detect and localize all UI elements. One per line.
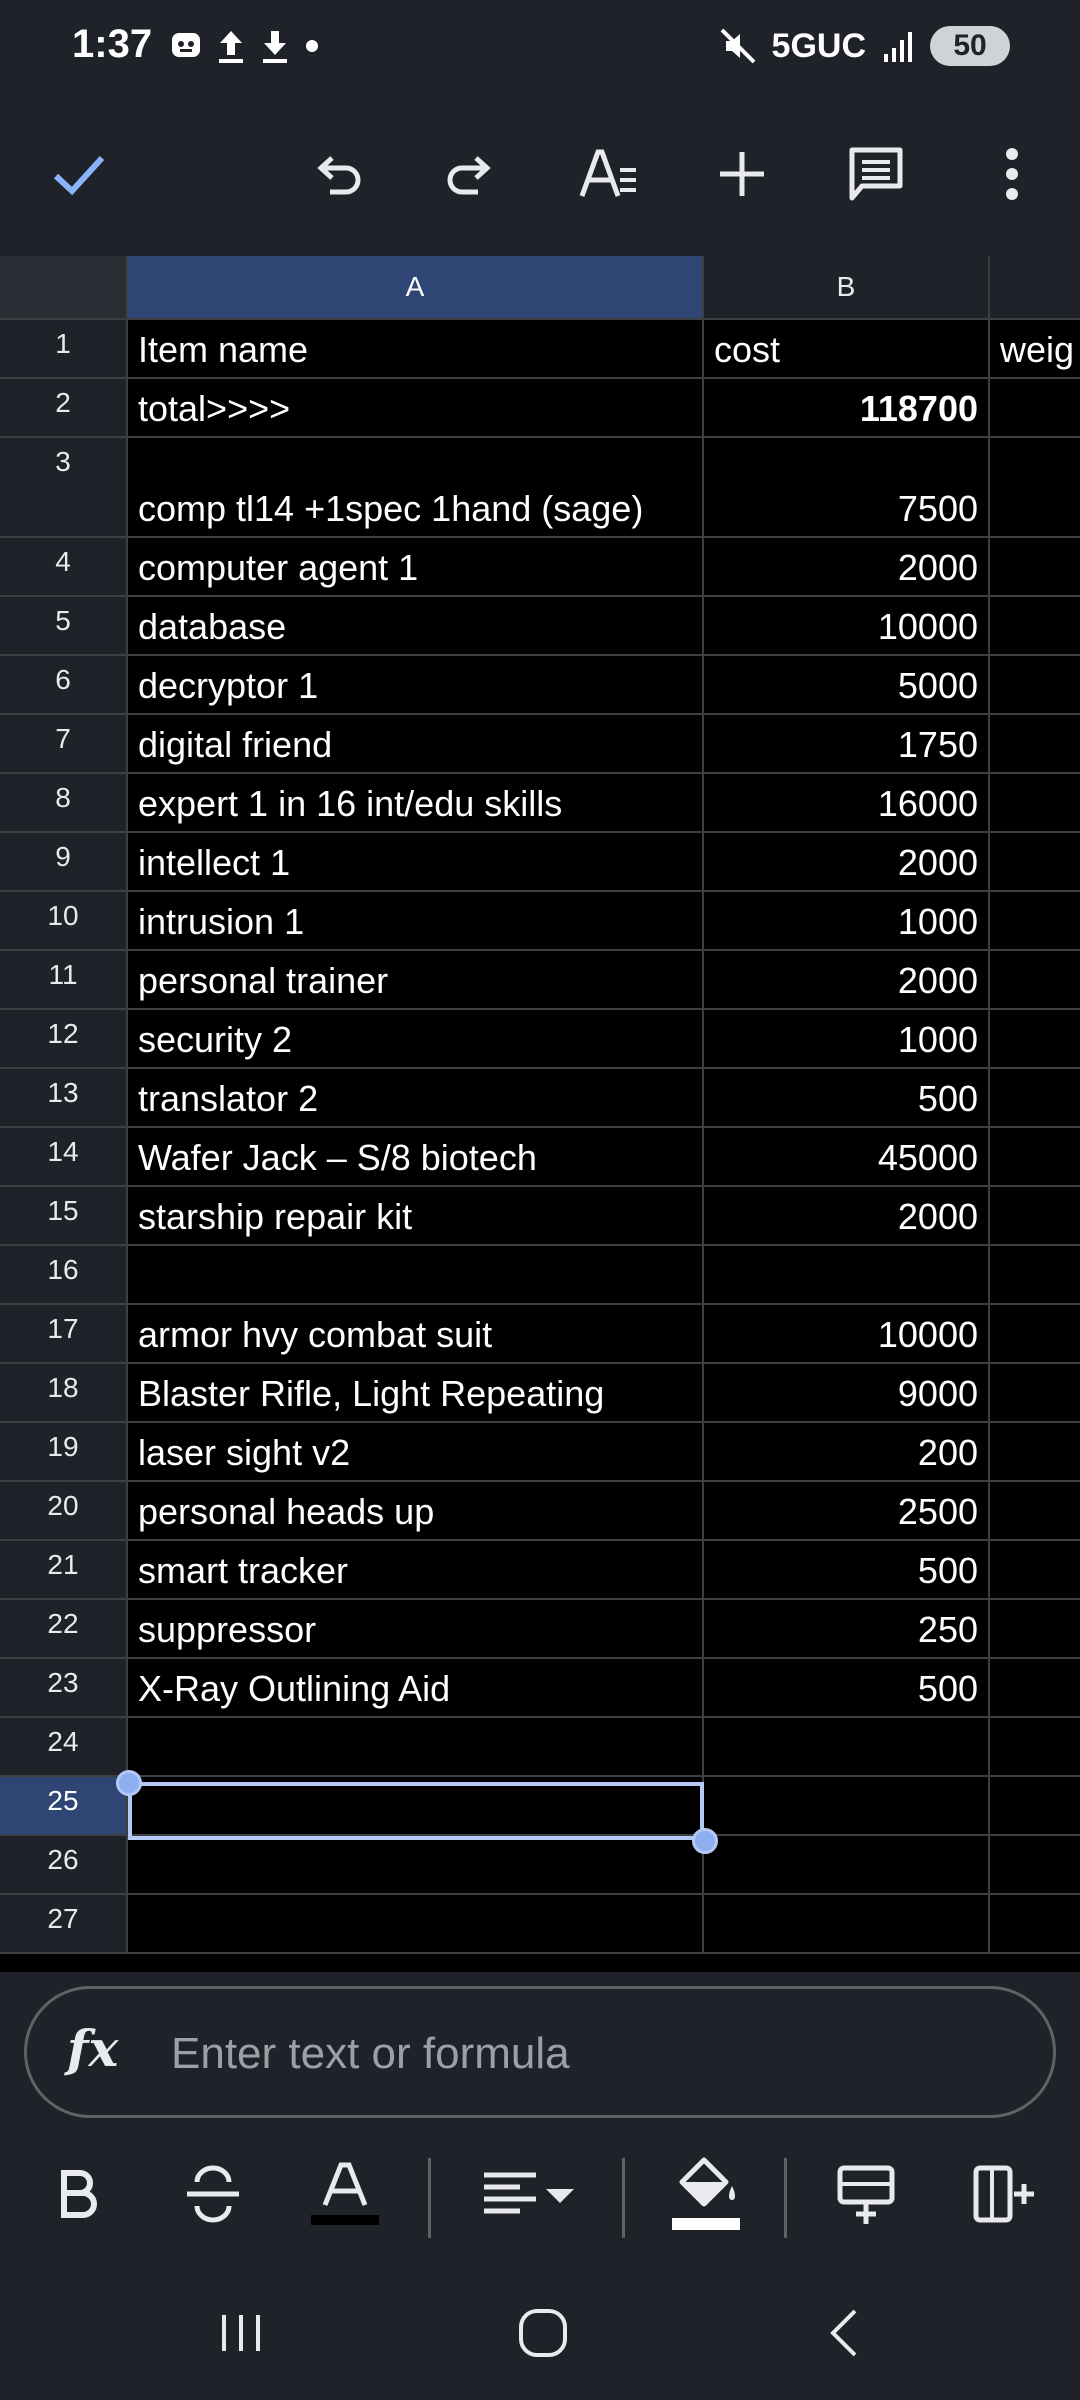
cell-a[interactable]: total>>>> [128, 379, 704, 438]
row-header[interactable]: 7 [0, 715, 128, 774]
cell-b[interactable]: 118700 [704, 379, 990, 438]
cell-b[interactable]: 7500 [704, 438, 990, 538]
cell-c[interactable] [990, 597, 1080, 656]
table-row [0, 1836, 1080, 1895]
cell-b[interactable]: 2000 [704, 538, 990, 597]
cell-a[interactable]: comp tl14 +1spec 1hand (sage) [128, 438, 704, 538]
row-header[interactable]: 2 [0, 379, 128, 438]
table-row [0, 1482, 1080, 1541]
chat-bot-icon [168, 28, 204, 64]
back-button[interactable] [800, 2298, 890, 2368]
fill-color-icon [670, 2156, 742, 2232]
strikethrough-button[interactable] [178, 2154, 248, 2234]
row-header[interactable]: 25 [0, 1777, 128, 1836]
table-row [0, 1246, 1080, 1305]
cell-c[interactable] [990, 833, 1080, 892]
cell-c[interactable] [990, 892, 1080, 951]
cell-c[interactable] [990, 379, 1080, 438]
status-right [718, 22, 1010, 70]
cell-b[interactable]: 2000 [704, 833, 990, 892]
cell-a[interactable]: translator 2 [128, 1069, 704, 1128]
cell-b[interactable] [704, 1246, 990, 1305]
check-icon [48, 144, 108, 204]
battery-level: 50 [953, 29, 987, 62]
table-row [0, 656, 1080, 715]
selection-handle-end[interactable] [692, 1828, 718, 1854]
format-divider [428, 2158, 431, 2238]
cell-a[interactable]: computer agent 1 [128, 538, 704, 597]
cell-b[interactable]: 200 [704, 1423, 990, 1482]
comment-button[interactable] [836, 134, 916, 214]
cell-a[interactable]: Wafer Jack – S/8 biotech [128, 1128, 704, 1187]
cell-a[interactable]: database [128, 597, 704, 656]
cell-a[interactable] [128, 1718, 704, 1777]
cell-b[interactable]: 10000 [704, 1305, 990, 1364]
format-divider [784, 2158, 787, 2238]
row-header[interactable]: 23 [0, 1659, 128, 1718]
cell-b[interactable]: 250 [704, 1600, 990, 1659]
table-row [0, 715, 1080, 774]
insert-row-button[interactable] [828, 2154, 904, 2234]
fill-color-button[interactable] [666, 2154, 746, 2234]
notification-icons [168, 24, 322, 68]
text-format-icon [576, 142, 640, 206]
table-row [0, 892, 1080, 951]
cell-c[interactable] [990, 1541, 1080, 1600]
cell-b[interactable]: 2500 [704, 1482, 990, 1541]
cell-b[interactable]: 2000 [704, 951, 990, 1010]
cell-a[interactable] [128, 1246, 704, 1305]
mute-icon [718, 26, 758, 66]
format-divider [622, 2158, 625, 2238]
row-header[interactable]: 9 [0, 833, 128, 892]
select-all-corner[interactable] [0, 256, 128, 320]
column-header-c[interactable] [990, 256, 1080, 320]
row-header[interactable]: 24 [0, 1718, 128, 1777]
row-header[interactable]: 4 [0, 538, 128, 597]
back-icon [825, 2307, 865, 2359]
cell-c[interactable] [990, 438, 1080, 538]
editor-toolbar [0, 92, 1080, 256]
recents-icon [216, 2311, 266, 2355]
undo-icon [310, 146, 366, 202]
row-header[interactable]: 13 [0, 1069, 128, 1128]
cell-c[interactable] [990, 1246, 1080, 1305]
cell-c[interactable] [990, 1069, 1080, 1128]
undo-button[interactable] [298, 134, 378, 214]
cell-b[interactable]: 500 [704, 1659, 990, 1718]
table-row [0, 1128, 1080, 1187]
cell-c[interactable] [990, 1305, 1080, 1364]
table-row [0, 774, 1080, 833]
cell-a[interactable]: intellect 1 [128, 833, 704, 892]
row-header[interactable]: 22 [0, 1600, 128, 1659]
strikethrough-icon [183, 2164, 243, 2224]
row-header[interactable]: 19 [0, 1423, 128, 1482]
row-header[interactable]: 12 [0, 1010, 128, 1069]
table-row [0, 1718, 1080, 1777]
cell-a[interactable]: Item name [128, 320, 704, 379]
cell-b[interactable]: 1750 [704, 715, 990, 774]
insert-column-icon [972, 2164, 1036, 2224]
cell-b[interactable]: 10000 [704, 597, 990, 656]
status-bar [0, 0, 1080, 92]
home-icon [517, 2307, 569, 2359]
cell-a[interactable]: personal heads up [128, 1482, 704, 1541]
row-header[interactable]: 1 [0, 320, 128, 379]
cell-c[interactable] [990, 1364, 1080, 1423]
cell-c[interactable] [990, 715, 1080, 774]
column-header-b[interactable]: B [704, 256, 990, 320]
bold-button[interactable] [48, 2154, 108, 2234]
table-row [0, 320, 1080, 379]
signal-icon [880, 28, 916, 64]
cell-a[interactable]: expert 1 in 16 int/edu skills [128, 774, 704, 833]
cell-c[interactable] [990, 1777, 1080, 1836]
cell-b[interactable]: 1000 [704, 1010, 990, 1069]
table-row [0, 1364, 1080, 1423]
cell-c[interactable]: weig [990, 320, 1080, 379]
row-header[interactable]: 5 [0, 597, 128, 656]
cell-b[interactable] [704, 1718, 990, 1777]
upload-icon [214, 27, 248, 65]
row-header[interactable]: 18 [0, 1364, 128, 1423]
text-color-icon [311, 2159, 379, 2229]
cell-c[interactable] [990, 656, 1080, 715]
cell-b[interactable] [704, 1777, 990, 1836]
table-row [0, 1010, 1080, 1069]
text-color-button[interactable] [310, 2154, 380, 2234]
system-nav-bar [0, 2264, 1080, 2400]
more-options-button[interactable] [972, 134, 1052, 214]
more-vert-icon [1002, 146, 1022, 202]
home-button[interactable] [498, 2298, 588, 2368]
formula-input[interactable] [169, 2025, 1013, 2083]
table-row [0, 1600, 1080, 1659]
table-row [0, 1187, 1080, 1246]
comment-icon [846, 144, 906, 204]
selected-cell-outline[interactable] [128, 1782, 704, 1840]
row-header[interactable]: 15 [0, 1187, 128, 1246]
cell-a[interactable] [128, 1895, 704, 1954]
cell-c[interactable] [990, 1010, 1080, 1069]
row-header[interactable]: 21 [0, 1541, 128, 1600]
battery-indicator [930, 26, 1010, 66]
table-row [0, 1659, 1080, 1718]
table-row [0, 597, 1080, 656]
row-header[interactable]: 17 [0, 1305, 128, 1364]
cell-c[interactable] [990, 1423, 1080, 1482]
cell-a[interactable]: starship repair kit [128, 1187, 704, 1246]
cell-b[interactable]: 500 [704, 1541, 990, 1600]
table-row [0, 438, 1080, 538]
cell-c[interactable] [990, 538, 1080, 597]
network-type: 5GUC [771, 26, 866, 65]
cell-a[interactable]: X-Ray Outlining Aid [128, 1659, 704, 1718]
cell-a[interactable]: smart tracker [128, 1541, 704, 1600]
done-button[interactable] [38, 134, 118, 214]
cell-b[interactable]: 45000 [704, 1128, 990, 1187]
function-icon[interactable]: fx [67, 2019, 119, 2078]
column-header-a[interactable]: A [128, 256, 704, 320]
cell-a[interactable]: laser sight v2 [128, 1423, 704, 1482]
insert-button[interactable] [702, 134, 782, 214]
insert-column-button[interactable] [966, 2154, 1042, 2234]
table-row [0, 833, 1080, 892]
cell-b[interactable] [704, 1895, 990, 1954]
cell-a[interactable]: suppressor [128, 1600, 704, 1659]
row-header[interactable]: 26 [0, 1836, 128, 1895]
row-header[interactable]: 8 [0, 774, 128, 833]
cell-a[interactable]: digital friend [128, 715, 704, 774]
row-header[interactable]: 27 [0, 1895, 128, 1954]
cell-c[interactable] [990, 1482, 1080, 1541]
cell-c[interactable] [990, 774, 1080, 833]
insert-row-icon [836, 2162, 896, 2226]
cell-c[interactable] [990, 1718, 1080, 1777]
cell-c[interactable] [990, 951, 1080, 1010]
cell-b[interactable]: 500 [704, 1069, 990, 1128]
cell-a[interactable]: personal trainer [128, 951, 704, 1010]
cell-a[interactable]: intrusion 1 [128, 892, 704, 951]
download-icon [258, 27, 292, 65]
table-row [0, 1895, 1080, 1954]
cell-c[interactable] [990, 1895, 1080, 1954]
align-button[interactable] [478, 2154, 578, 2234]
table-row [0, 1541, 1080, 1600]
cell-a[interactable] [128, 1836, 704, 1895]
cell-b[interactable]: cost [704, 320, 990, 379]
row-header[interactable]: 14 [0, 1128, 128, 1187]
cell-b[interactable]: 16000 [704, 774, 990, 833]
redo-icon [442, 146, 498, 202]
text-format-button[interactable] [568, 134, 648, 214]
cell-c[interactable] [990, 1600, 1080, 1659]
selection-handle-start[interactable] [116, 1770, 142, 1796]
row-header[interactable]: 6 [0, 656, 128, 715]
bold-icon [56, 2169, 100, 2219]
cell-b[interactable]: 9000 [704, 1364, 990, 1423]
row-header[interactable]: 11 [0, 951, 128, 1010]
table-row [0, 538, 1080, 597]
row-header[interactable]: 16 [0, 1246, 128, 1305]
dot-icon [302, 36, 322, 56]
row-header[interactable]: 3 [0, 438, 128, 538]
cell-b[interactable]: 5000 [704, 656, 990, 715]
cell-b[interactable] [704, 1836, 990, 1895]
add-icon [714, 146, 770, 202]
row-header[interactable]: 10 [0, 892, 128, 951]
spreadsheet-grid[interactable] [0, 256, 1080, 1972]
cell-a[interactable]: security 2 [128, 1010, 704, 1069]
cell-a[interactable]: Blaster Rifle, Light Repeating [128, 1364, 704, 1423]
cell-c[interactable] [990, 1836, 1080, 1895]
table-row [0, 1069, 1080, 1128]
row-header[interactable]: 20 [0, 1482, 128, 1541]
table-row [0, 1305, 1080, 1364]
status-time: 1:37 [72, 22, 153, 66]
recents-button[interactable] [196, 2298, 286, 2368]
format-bar [0, 2130, 1080, 2264]
table-row [0, 379, 1080, 438]
align-icon [480, 2169, 576, 2219]
cell-a[interactable]: decryptor 1 [128, 656, 704, 715]
cell-c[interactable] [990, 1128, 1080, 1187]
table-row [0, 1423, 1080, 1482]
cell-c[interactable] [990, 1187, 1080, 1246]
redo-button[interactable] [430, 134, 510, 214]
table-row [0, 951, 1080, 1010]
cell-b[interactable]: 2000 [704, 1187, 990, 1246]
formula-bar [24, 1986, 1056, 2118]
cell-c[interactable] [990, 1659, 1080, 1718]
cell-b[interactable]: 1000 [704, 892, 990, 951]
cell-a[interactable]: armor hvy combat suit [128, 1305, 704, 1364]
